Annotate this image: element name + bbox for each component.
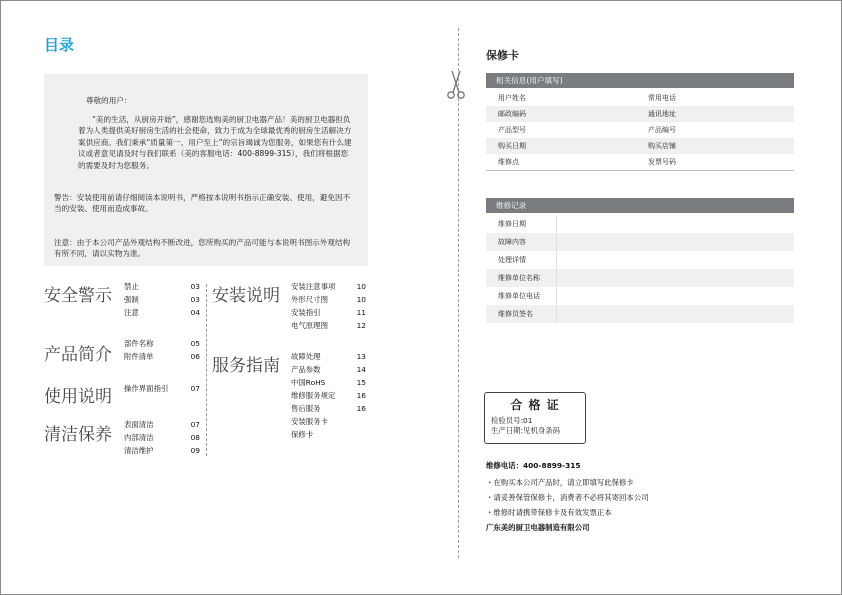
toc-item[interactable]: 表面清洁 (124, 420, 154, 429)
warranty-note: ・在购买本公司产品时，请立即填写此保修卡 (486, 478, 634, 487)
field-label: 产品编号 (648, 126, 676, 134)
user-info-row (486, 138, 794, 154)
cut-line (458, 28, 459, 558)
field-input[interactable] (544, 139, 634, 153)
toc-item[interactable]: 售后服务 (291, 404, 321, 413)
certificate-title: 合 格 证 (510, 398, 560, 412)
toc-page: 10 (356, 295, 366, 304)
toc-page: 08 (190, 433, 200, 442)
toc-item[interactable]: 外形尺寸图 (291, 295, 328, 304)
scissors-icon (446, 68, 466, 100)
section-title-cleaning: 清洁保养 (44, 425, 112, 445)
field-input[interactable] (692, 155, 792, 169)
toc-item[interactable]: 清洁维护 (124, 446, 154, 455)
company-name: 广东美的厨卫电器制造有限公司 (486, 523, 590, 532)
field-label: 产品型号 (498, 126, 526, 134)
toc-item[interactable]: 附件清单 (124, 352, 154, 361)
letter-greeting: 尊敬的用户： (86, 96, 132, 105)
toc-item[interactable]: 内部清洁 (124, 433, 154, 442)
field-input[interactable] (556, 287, 795, 305)
user-info-row (486, 90, 794, 106)
user-info-row (486, 122, 794, 138)
user-info-row (486, 154, 794, 171)
repair-record-header: 维修记录 (486, 198, 794, 213)
repair-row (486, 215, 794, 233)
field-input[interactable] (544, 91, 634, 105)
repair-row (486, 287, 794, 305)
repair-row (486, 305, 794, 323)
user-info-table (486, 90, 794, 171)
field-label: 常用电话 (648, 94, 676, 102)
field-input[interactable] (544, 155, 634, 169)
field-label: 用户姓名 (498, 94, 526, 102)
field-label: 购买日期 (498, 142, 526, 150)
field-input[interactable] (556, 305, 795, 323)
field-label: 购买店铺 (648, 142, 676, 150)
field-label: 处理详情 (498, 256, 526, 264)
toc-item[interactable]: 故障处理 (291, 352, 321, 361)
toc-page: 03 (190, 295, 200, 304)
user-info-header: 相关信息(用户填写) (486, 73, 794, 88)
repair-row (486, 269, 794, 287)
warranty-note: ・维修时请携带保修卡及有效发票正本 (486, 508, 612, 517)
toc-page: 10 (356, 282, 366, 291)
repair-record-table (486, 215, 794, 323)
section-title-usage: 使用说明 (44, 387, 112, 407)
toc-item[interactable]: 操作界面指引 (124, 384, 169, 393)
field-label: 邮政编码 (498, 110, 526, 118)
toc-item[interactable]: 部件名称 (124, 339, 154, 348)
field-input[interactable] (556, 215, 795, 233)
field-input[interactable] (556, 251, 795, 269)
toc-page: 09 (190, 446, 200, 455)
warranty-title: 保修卡 (486, 49, 519, 62)
toc-page: 06 (190, 352, 200, 361)
section-title-installation: 安装说明 (212, 286, 280, 306)
toc-item[interactable]: 保修卡 (291, 430, 314, 439)
field-input[interactable] (692, 107, 792, 121)
toc-page: 11 (356, 308, 366, 317)
toc-column-divider (206, 284, 207, 456)
toc-page: 04 (190, 308, 200, 317)
toc-item[interactable]: 维修服务规定 (291, 391, 336, 400)
toc-item[interactable]: 安装指引 (291, 308, 321, 317)
toc-page: 12 (356, 321, 366, 330)
service-hotline: 维修电话：400-8899-315 (486, 461, 581, 470)
welcome-letter (44, 74, 368, 266)
toc-page: 16 (356, 404, 366, 413)
field-input[interactable] (544, 123, 634, 137)
certificate-date: 生产日期:见机身条码 (491, 426, 561, 435)
qualification-certificate (484, 392, 586, 444)
toc-page: 14 (356, 365, 366, 374)
field-label: 维修单位电话 (498, 292, 540, 300)
toc-page: 15 (356, 378, 366, 387)
field-label: 故障内容 (498, 238, 526, 246)
toc-item[interactable]: 禁止 (124, 282, 139, 291)
field-label: 发票号码 (648, 158, 676, 166)
toc-item[interactable]: 电气原理图 (291, 321, 328, 330)
toc-page: 16 (356, 391, 366, 400)
field-label: 维修单位名称 (498, 274, 540, 282)
toc-page: 13 (356, 352, 366, 361)
letter-paragraph-intro: “美的生活，从厨房开始”，感谢您选购美的厨卫电器产品！美的厨卫电器担负着为人类提供美好厨房生活的社会使命，致力于成为全球最优秀的厨房生活解决方案供应商。我们秉承“质量第一、用户至上”的宗旨竭诚为您服务，如果您有什么建议或者意见请及时与我们联系（美的客服电话：400-8899-315），我们将根据您的需要及时为您服务。 (78, 115, 352, 170)
toc-item[interactable]: 安装注意事项 (291, 282, 336, 291)
toc-item[interactable]: 强制 (124, 295, 139, 304)
user-info-row (486, 106, 794, 122)
field-input[interactable] (556, 269, 795, 287)
field-label: 维修员签名 (498, 310, 533, 318)
repair-row (486, 251, 794, 269)
toc-item[interactable]: 产品参数 (291, 365, 321, 374)
toc-page: 07 (190, 420, 200, 429)
toc-page: 03 (190, 282, 200, 291)
letter-paragraph-warning: 警告：安装使用前请仔细阅读本说明书，严格按本说明书指示正确安装、使用，避免因不当的安装、使用而造成事故。 (54, 193, 351, 214)
field-input[interactable] (556, 233, 795, 251)
toc-page: 05 (190, 339, 200, 348)
toc-item[interactable]: 中国RoHS (291, 378, 326, 387)
letter-paragraph-notice: 注意：由于本公司产品外观结构不断改进，您所购买的产品可能与本说明书图示外观结构有所不同，请以实物为准。 (54, 238, 351, 259)
field-input[interactable] (692, 139, 792, 153)
section-title-service: 服务指南 (212, 356, 280, 376)
section-title-safety: 安全警示 (44, 286, 112, 306)
field-label: 维修点 (498, 158, 519, 166)
toc-title: 目录 (44, 36, 75, 54)
field-label: 通讯地址 (648, 110, 676, 118)
certificate-inspector: 检验员号:01 (491, 416, 533, 425)
toc-page: 07 (190, 384, 200, 393)
field-input[interactable] (692, 91, 792, 105)
field-input[interactable] (544, 107, 634, 121)
toc-item[interactable]: 注意 (124, 308, 139, 317)
section-title-product-intro: 产品简介 (44, 345, 112, 365)
repair-row (486, 233, 794, 251)
warranty-note: ・请妥善保管保修卡，消费者不必将其寄回本公司 (486, 493, 649, 502)
toc-item[interactable]: 安装服务卡 (291, 417, 328, 426)
field-input[interactable] (692, 123, 792, 137)
field-label: 维修日期 (498, 220, 526, 228)
